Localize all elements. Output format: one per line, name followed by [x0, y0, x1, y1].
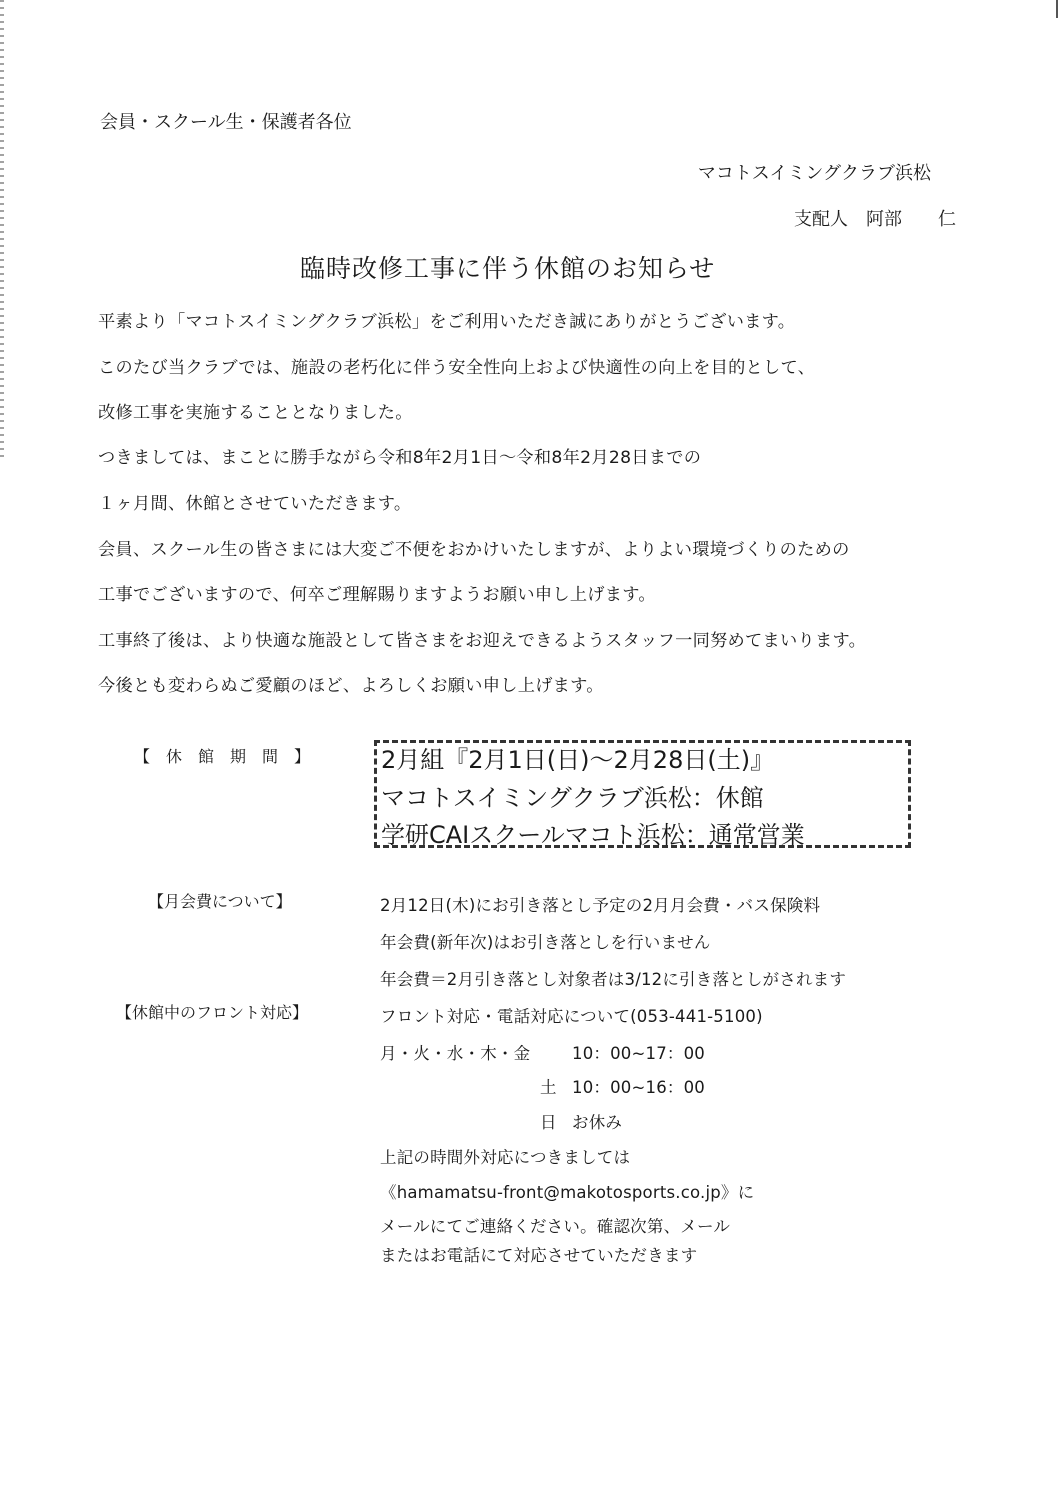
notice-title: 臨時改修工事に伴う休館のお知らせ	[300, 254, 716, 283]
body-line: 工事でございますので、何卒ご理解賜りますようお願い申し上げます。	[98, 585, 656, 605]
closure-period-label: 【 休 館 期 間 】	[134, 747, 311, 766]
body-line: １ヶ月間、休館とさせていただきます。	[98, 494, 412, 514]
body-line: 今後とも変わらぬご愛顧のほど、よろしくお願い申し上げます。	[98, 676, 604, 696]
fee-line: 年会費(新年次)はお引き落としを行いません	[380, 933, 711, 952]
after-hours-line: 上記の時間外対応につきましては	[380, 1148, 631, 1167]
body-line: 会員、スクール生の皆さまには大変ご不便をおかけいたしますが、よりよい環境づくりのための	[98, 540, 850, 560]
body-line: 改修工事を実施することとなりました。	[98, 403, 413, 423]
sender-manager: 支配人 阿部 仁	[794, 209, 956, 230]
hours-saturday-day: 土	[540, 1078, 557, 1097]
fee-line: 2月12日(木)にお引き落とし予定の2月月会費・バス保険料	[380, 896, 821, 915]
hours-weekday-time: 10：00~17：00	[572, 1044, 706, 1063]
front-desk-label: 【休館中のフロント対応】	[116, 1003, 309, 1022]
closure-swim-club: マコトスイミングクラブ浜松：休館	[381, 784, 764, 812]
after-hours-email: 《hamamatsu-front@makotosports.co.jp》に	[380, 1183, 755, 1202]
hours-sunday-time: お休み	[572, 1113, 623, 1132]
hours-sunday-day: 日	[540, 1113, 557, 1132]
addressee: 会員・スクール生・保護者各位	[100, 112, 352, 133]
scan-edge-artifact	[0, 0, 4, 460]
sender-organization: マコトスイミングクラブ浜松	[697, 163, 931, 184]
body-line: 工事終了後は、より快適な施設として皆さまをお迎えできるようスタッフ一同努めてまいります。	[98, 631, 867, 651]
fee-line: 年会費＝2月引き落とし対象者は3/12に引き落としがされます	[380, 970, 847, 989]
body-line: 平素より「マコトスイミングクラブ浜松」をご利用いただき誠にありがとうございます。	[98, 312, 796, 332]
after-hours-line: またはお電話にて対応させていただきます	[380, 1246, 698, 1265]
front-desk-intro: フロント対応・電話対応について(053-441-5100)	[380, 1007, 763, 1026]
hours-weekday-days: 月・火・水・木・金	[380, 1044, 531, 1063]
scan-edge-artifact	[1056, 0, 1058, 18]
hours-saturday-time: 10：00~16：00	[572, 1078, 706, 1097]
monthly-fee-label: 【月会費について】	[148, 892, 292, 911]
closure-dates: 2月組『2月1日(日)～2月28日(土)』	[381, 746, 775, 774]
closure-school: 学研CAIスクールマコト浜松：通常営業	[381, 821, 805, 849]
body-line: このたび当クラブでは、施設の老朽化に伴う安全性向上および快適性の向上を目的として、	[98, 358, 816, 378]
after-hours-line: メールにてご連絡ください。確認次第、メール	[380, 1217, 731, 1236]
body-line: つきましては、まことに勝手ながら令和8年2月1日～令和8年2月28日までの	[98, 448, 702, 468]
